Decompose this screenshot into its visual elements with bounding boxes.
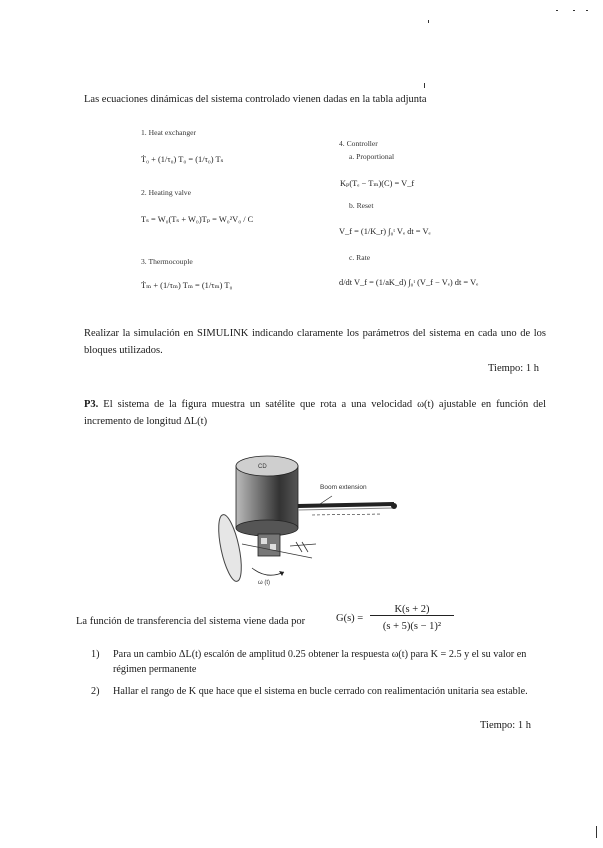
question-number: 2)	[91, 686, 100, 697]
boom-dimension-line	[312, 514, 382, 515]
question-number: 1)	[91, 649, 100, 660]
scan-speck	[424, 83, 425, 88]
satellite-top	[236, 456, 298, 476]
simulink-instructions: Realizar la simulación en SIMULINK indicando claramente los parámetros del sistema en cada uno de los bloques utilizados.	[84, 328, 546, 356]
boom-arm-edge	[298, 508, 394, 510]
transfer-function-lhs: G(s) =	[336, 613, 364, 624]
heating-valve-label: 2. Heating valve	[141, 188, 191, 197]
transfer-function-numerator: K(s + 2)	[370, 604, 454, 616]
p3-text: El sistema de la figura muestra un satélite que rota a una velocidad ω(t) ajustable en función del incremento de longitud ΔL(t)	[84, 399, 547, 427]
reset-equation: V_f = (1/K_r) ∫₀ᵗ Vₑ dt = Vₑ	[339, 227, 431, 236]
proportional-label: a. Proportional	[349, 152, 395, 161]
thermocouple-label: 3. Thermocouple	[141, 257, 193, 266]
scan-speck	[586, 10, 588, 11]
time-allotment-1: Tiempo: 1 h	[488, 363, 539, 374]
question-item	[91, 648, 556, 680]
label-leader	[320, 496, 332, 504]
controller-label: 4. Controller	[339, 139, 378, 148]
transfer-function-text: La función de transferencia del sistema viene dada por	[76, 616, 306, 627]
base-panel	[270, 544, 276, 550]
rate-equation: d/dt V_f = (1/aK_d) ∫₀ᵗ (V_f − Vₑ) dt = Vₑ	[339, 278, 479, 287]
boom-arm	[298, 504, 394, 506]
reset-label: b. Reset	[349, 201, 374, 210]
rotation-arrow	[252, 568, 284, 575]
scan-speck	[573, 10, 575, 11]
question-item	[91, 685, 556, 717]
heat-exchanger-equation: Ṫ₀ + (1/τ₀) T₀ = (1/τ₀) Tₛ	[141, 155, 224, 164]
base-panel	[261, 538, 267, 544]
scan-speck	[556, 10, 558, 11]
scan-speck	[428, 20, 429, 23]
question-text: Para un cambio ΔL(t) escalón de amplitud 0.25 obtener la respuesta ω(t) para K = 2.5 y el su valor en régimen permanente	[113, 649, 527, 675]
time-allotment-2: Tiempo: 1 h	[480, 720, 531, 731]
satellite-illustration	[212, 448, 402, 590]
satellite-figure	[212, 448, 402, 590]
question-text: Hallar el rango de K que hace que el sistema en bucle cerrado con realimentación unitaria sea estable.	[113, 686, 528, 697]
thermocouple-equation: Ṫₘ + (1/τₘ) Tₘ = (1/τₘ) T₀	[141, 281, 233, 290]
rotation-label: ω (t)	[258, 580, 271, 586]
boom-extension-label: Boom extension	[320, 484, 367, 491]
p3-statement	[84, 396, 546, 430]
p3-label: P3.	[84, 399, 99, 410]
proportional-equation: Kₚ(Tₑ − Tₘ)(C) = V_f	[340, 179, 415, 188]
base-block	[258, 534, 280, 556]
transfer-function-denominator: (s + 5)(s − 1)²	[382, 621, 442, 632]
scan-edge-mark	[596, 826, 597, 838]
heating-valve-equation: Tₛ = W₀(Tₛ + W₀)Tₚ = W₀²V₀ / C	[141, 215, 254, 224]
boom-tip	[391, 503, 397, 509]
rate-label: c. Rate	[349, 253, 371, 262]
heat-exchanger-label: 1. Heat exchanger	[141, 128, 197, 137]
base-frame	[296, 542, 302, 552]
intro-text: Las ecuaciones dinámicas del sistema controlado vienen dadas en la tabla adjunta	[84, 94, 427, 105]
satellite-bottom	[236, 520, 298, 536]
satellite-top-mark: CD	[258, 464, 267, 470]
base-frame	[302, 542, 308, 552]
